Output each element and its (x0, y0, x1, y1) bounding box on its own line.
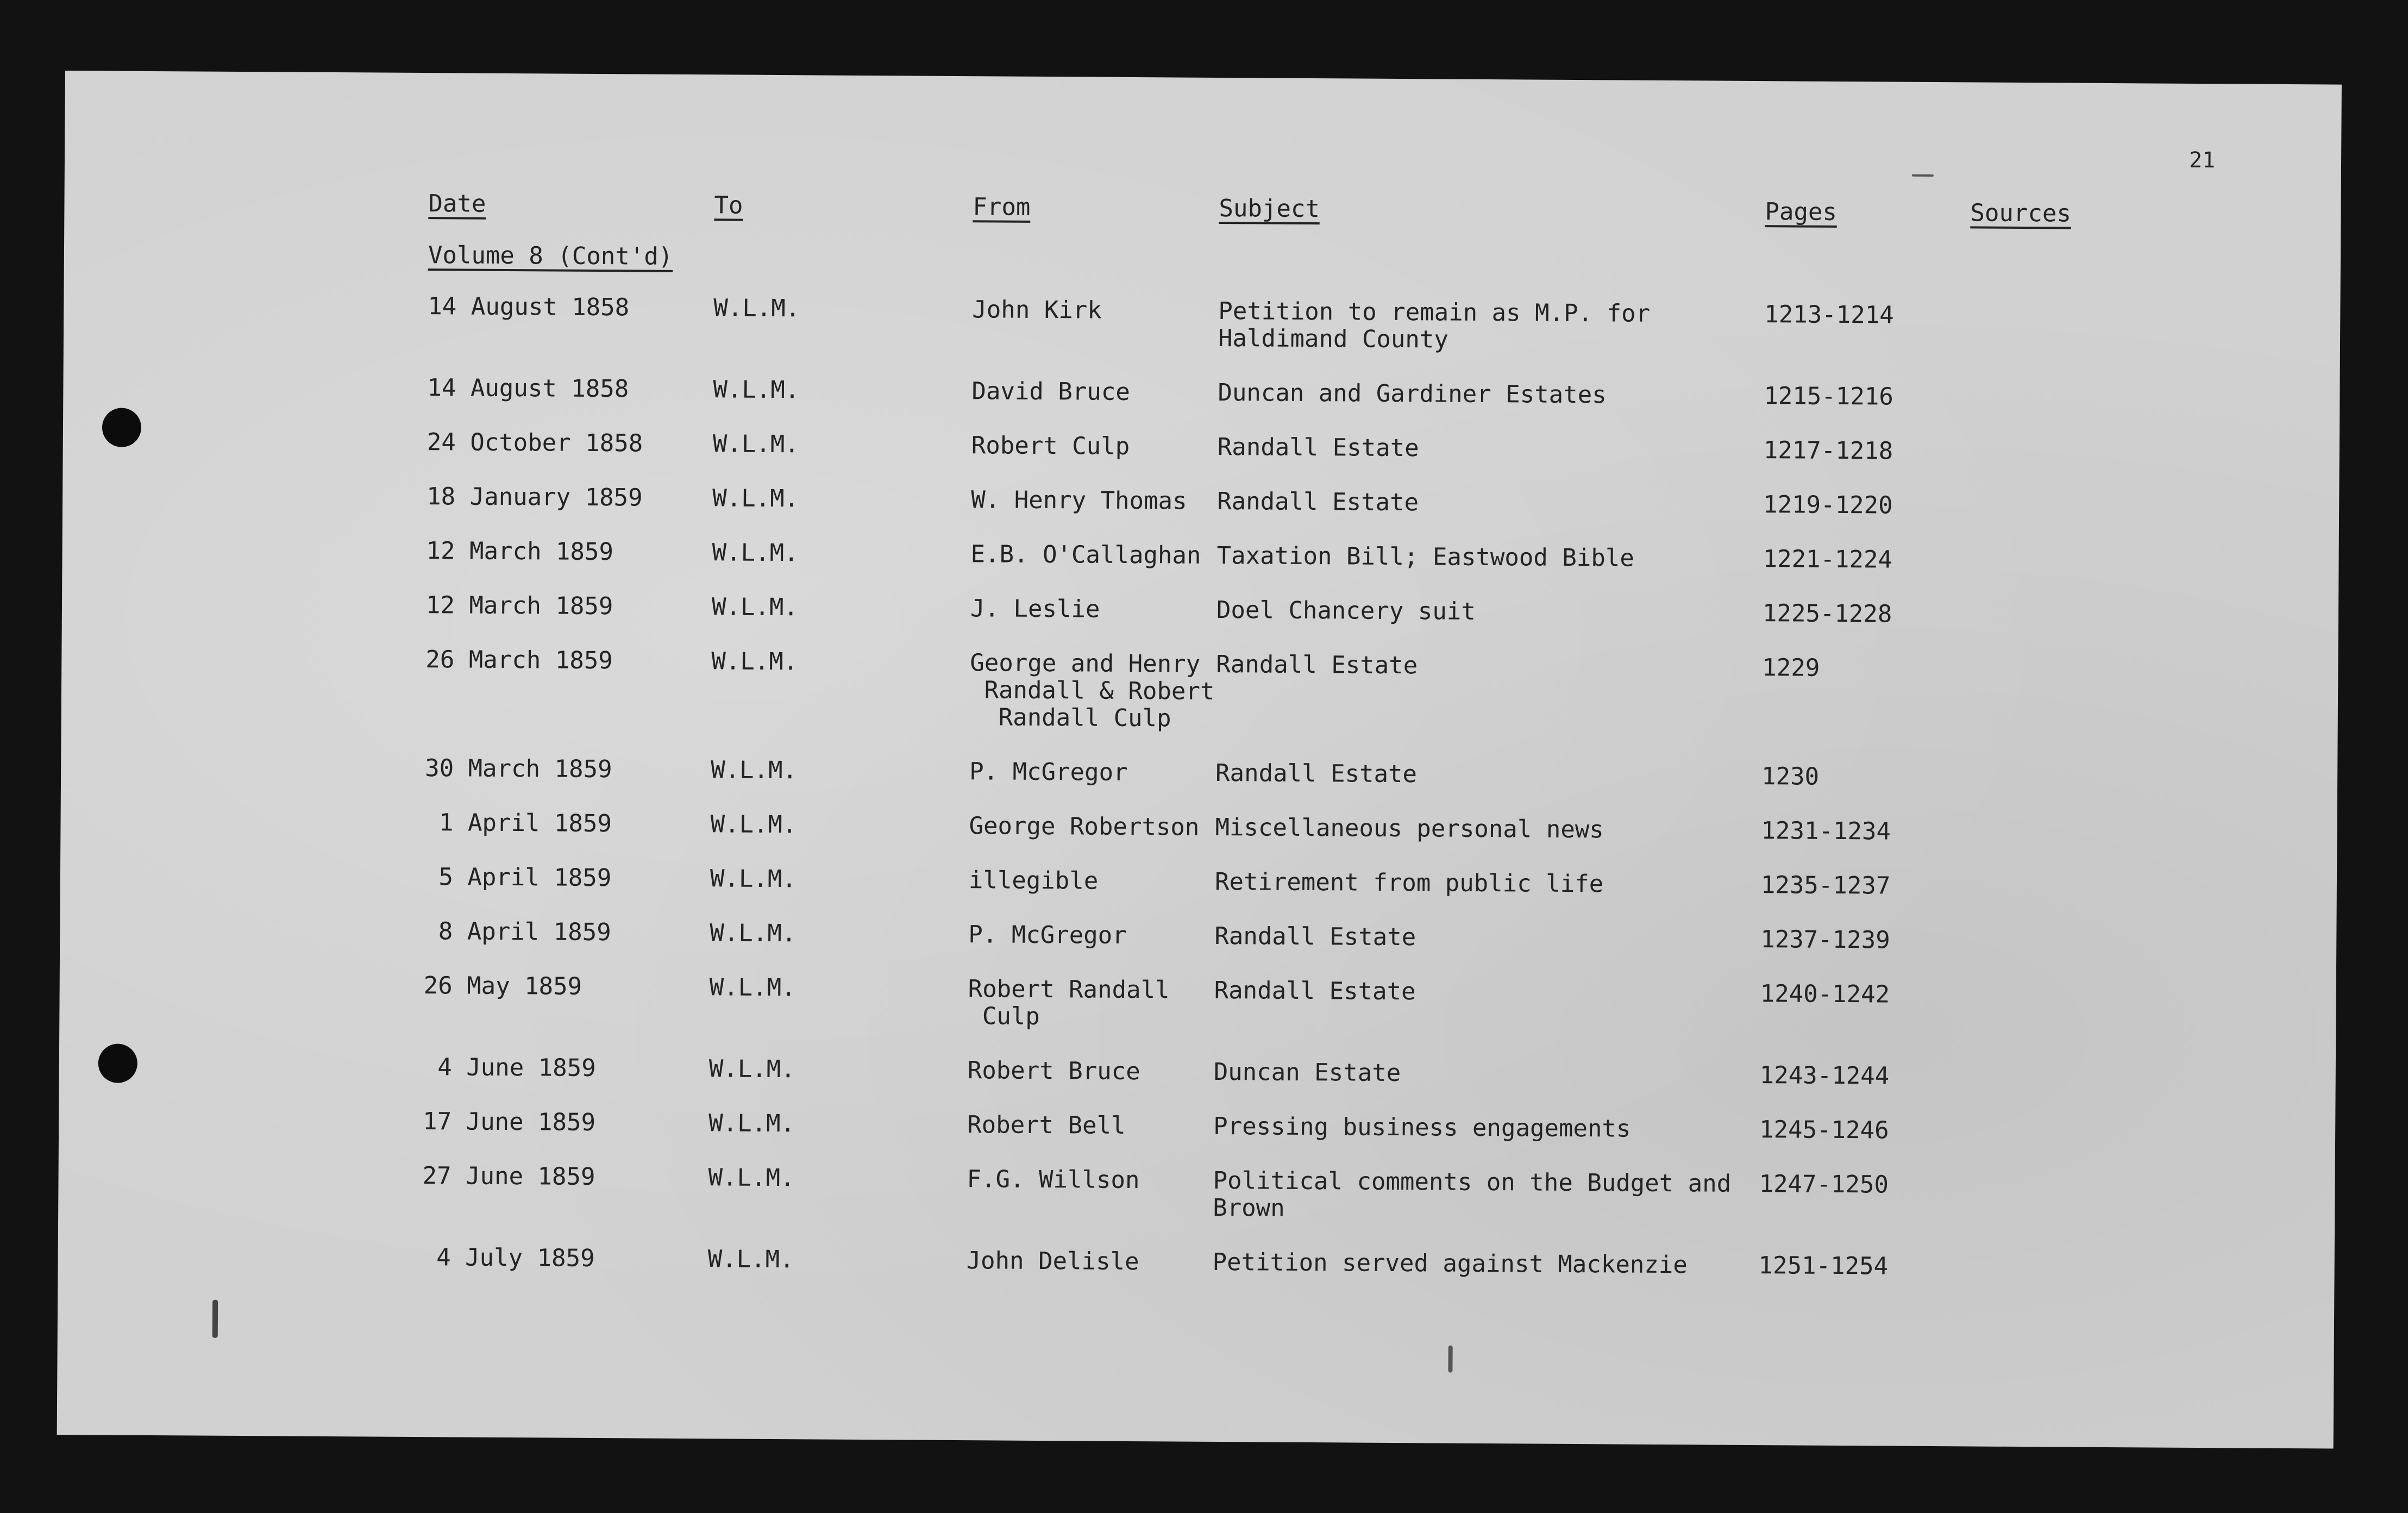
row-date: 24 October 1858 (427, 428, 643, 458)
header-date: Date (428, 190, 486, 218)
row-date: 18 January 1859 (427, 483, 643, 512)
row-to: W.L.M. (710, 865, 797, 893)
row-date: 12 March 1859 (426, 537, 614, 566)
row-pages: 1213-1214 (1764, 301, 1894, 329)
row-pages: 1217-1218 (1763, 436, 1893, 465)
row-date: 1 April 1859 (424, 809, 612, 838)
row-subject: Randall Estate (1214, 922, 1416, 952)
punch-hole-top (102, 408, 141, 447)
row-to: W.L.M. (707, 1245, 794, 1274)
row-pages: 1225-1228 (1762, 599, 1892, 628)
row-date: 17 June 1859 (423, 1108, 596, 1136)
row-to: W.L.M. (712, 430, 799, 459)
row-date: 14 August 1858 (428, 292, 630, 322)
row-from: George and Henry Randall & Robert Randall Culp (969, 649, 1215, 733)
row-from: J. Leslie (970, 595, 1100, 623)
row-to: W.L.M. (712, 539, 799, 567)
row-to: W.L.M. (713, 376, 800, 404)
row-pages: 1221-1224 (1763, 545, 1893, 574)
row-pages: 1237-1239 (1760, 926, 1890, 954)
row-date: 27 June 1859 (422, 1162, 595, 1191)
row-date: 26 March 1859 (425, 646, 613, 675)
row-subject: Randall Estate (1217, 433, 1419, 462)
row-to: W.L.M. (713, 294, 800, 323)
row-date: 14 August 1858 (427, 374, 629, 403)
row-to: W.L.M. (708, 1109, 795, 1138)
row-pages: 1231-1234 (1761, 817, 1891, 846)
page-number: 21 (2188, 147, 2216, 173)
row-from: P. McGregor (968, 921, 1127, 949)
row-pages: 1251-1254 (1758, 1252, 1889, 1280)
row-date: 4 June 1859 (423, 1053, 596, 1082)
row-subject: Taxation Bill; Eastwood Bible (1216, 541, 1634, 572)
document-page (57, 71, 2342, 1449)
row-from: Robert Culp (971, 432, 1130, 460)
row-to: W.L.M. (712, 484, 799, 513)
row-subject: Duncan and Gardiner Estates (1218, 378, 1607, 409)
row-pages: 1235-1237 (1760, 871, 1891, 900)
row-subject: Randall Estate (1215, 759, 1418, 789)
row-subject: Retirement from public life (1214, 867, 1604, 898)
row-from: P. McGregor (969, 758, 1128, 786)
row-date: 12 March 1859 (425, 591, 613, 621)
header-subject: Subject (1219, 194, 1320, 223)
header-to: To (714, 191, 743, 220)
speck-mark (1448, 1346, 1452, 1373)
row-date: 8 April 1859 (424, 917, 611, 947)
row-subject: Randall Estate (1214, 976, 1416, 1006)
header-pages: Pages (1765, 198, 1838, 226)
row-pages: 1215-1216 (1764, 382, 1893, 411)
row-from: Robert Bruce (967, 1056, 1140, 1086)
row-subject: Randall Estate (1217, 487, 1419, 517)
row-subject: Doel Chancery suit (1216, 596, 1476, 626)
speck-mark (212, 1300, 218, 1338)
row-date: 5 April 1859 (424, 863, 612, 892)
row-from: E.B. O'Callaghan (970, 540, 1201, 570)
row-from: John Kirk (972, 296, 1102, 324)
row-subject: Petition served against Mackenzie (1212, 1248, 1688, 1279)
row-from: illegible (968, 866, 1099, 895)
row-from: John Delisle (966, 1247, 1139, 1276)
row-subject: Political comments on the Budget and Brown (1213, 1166, 1732, 1222)
row-to: W.L.M. (710, 810, 797, 839)
row-date: 4 July 1859 (422, 1243, 595, 1272)
row-to: W.L.M. (708, 1164, 795, 1192)
row-date: 26 May 1859 (423, 972, 582, 1001)
header-sources: Sources (1970, 199, 2072, 228)
row-pages: 1230 (1761, 762, 1820, 791)
row-to: W.L.M. (711, 593, 799, 622)
row-from: W. Henry Thomas (971, 486, 1187, 515)
row-from: Robert Randall Culp (968, 975, 1170, 1030)
row-from: David Bruce (971, 377, 1130, 406)
header-from: From (973, 193, 1031, 221)
speck-mark (1912, 174, 1934, 177)
row-subject: Duncan Estate (1213, 1058, 1401, 1087)
row-to: W.L.M. (710, 919, 797, 948)
row-subject: Randall Estate (1216, 650, 1418, 680)
row-date: 30 March 1859 (425, 754, 612, 784)
row-subject: Petition to remain as M.P. for Haldimand County (1218, 297, 1651, 354)
row-pages: 1243-1244 (1759, 1061, 1890, 1090)
row-pages: 1219-1220 (1763, 491, 1893, 520)
row-to: W.L.M. (708, 1055, 795, 1084)
row-pages: 1240-1242 (1760, 980, 1890, 1009)
row-subject: Pressing business engagements (1213, 1112, 1631, 1143)
row-to: W.L.M. (709, 973, 796, 1002)
row-subject: Miscellaneous personal news (1215, 813, 1604, 844)
row-to: W.L.M. (711, 647, 798, 676)
row-from: George Robertson (969, 812, 1200, 841)
row-pages: 1229 (1762, 654, 1820, 682)
row-from: Robert Bell (967, 1111, 1126, 1140)
punch-hole-bottom (98, 1043, 137, 1083)
row-pages: 1247-1250 (1759, 1170, 1889, 1199)
row-pages: 1245-1246 (1759, 1116, 1889, 1145)
row-from: F.G. Willson (967, 1165, 1140, 1195)
row-to: W.L.M. (711, 756, 798, 785)
volume-label: Volume 8 (Cont'd) (428, 241, 673, 271)
